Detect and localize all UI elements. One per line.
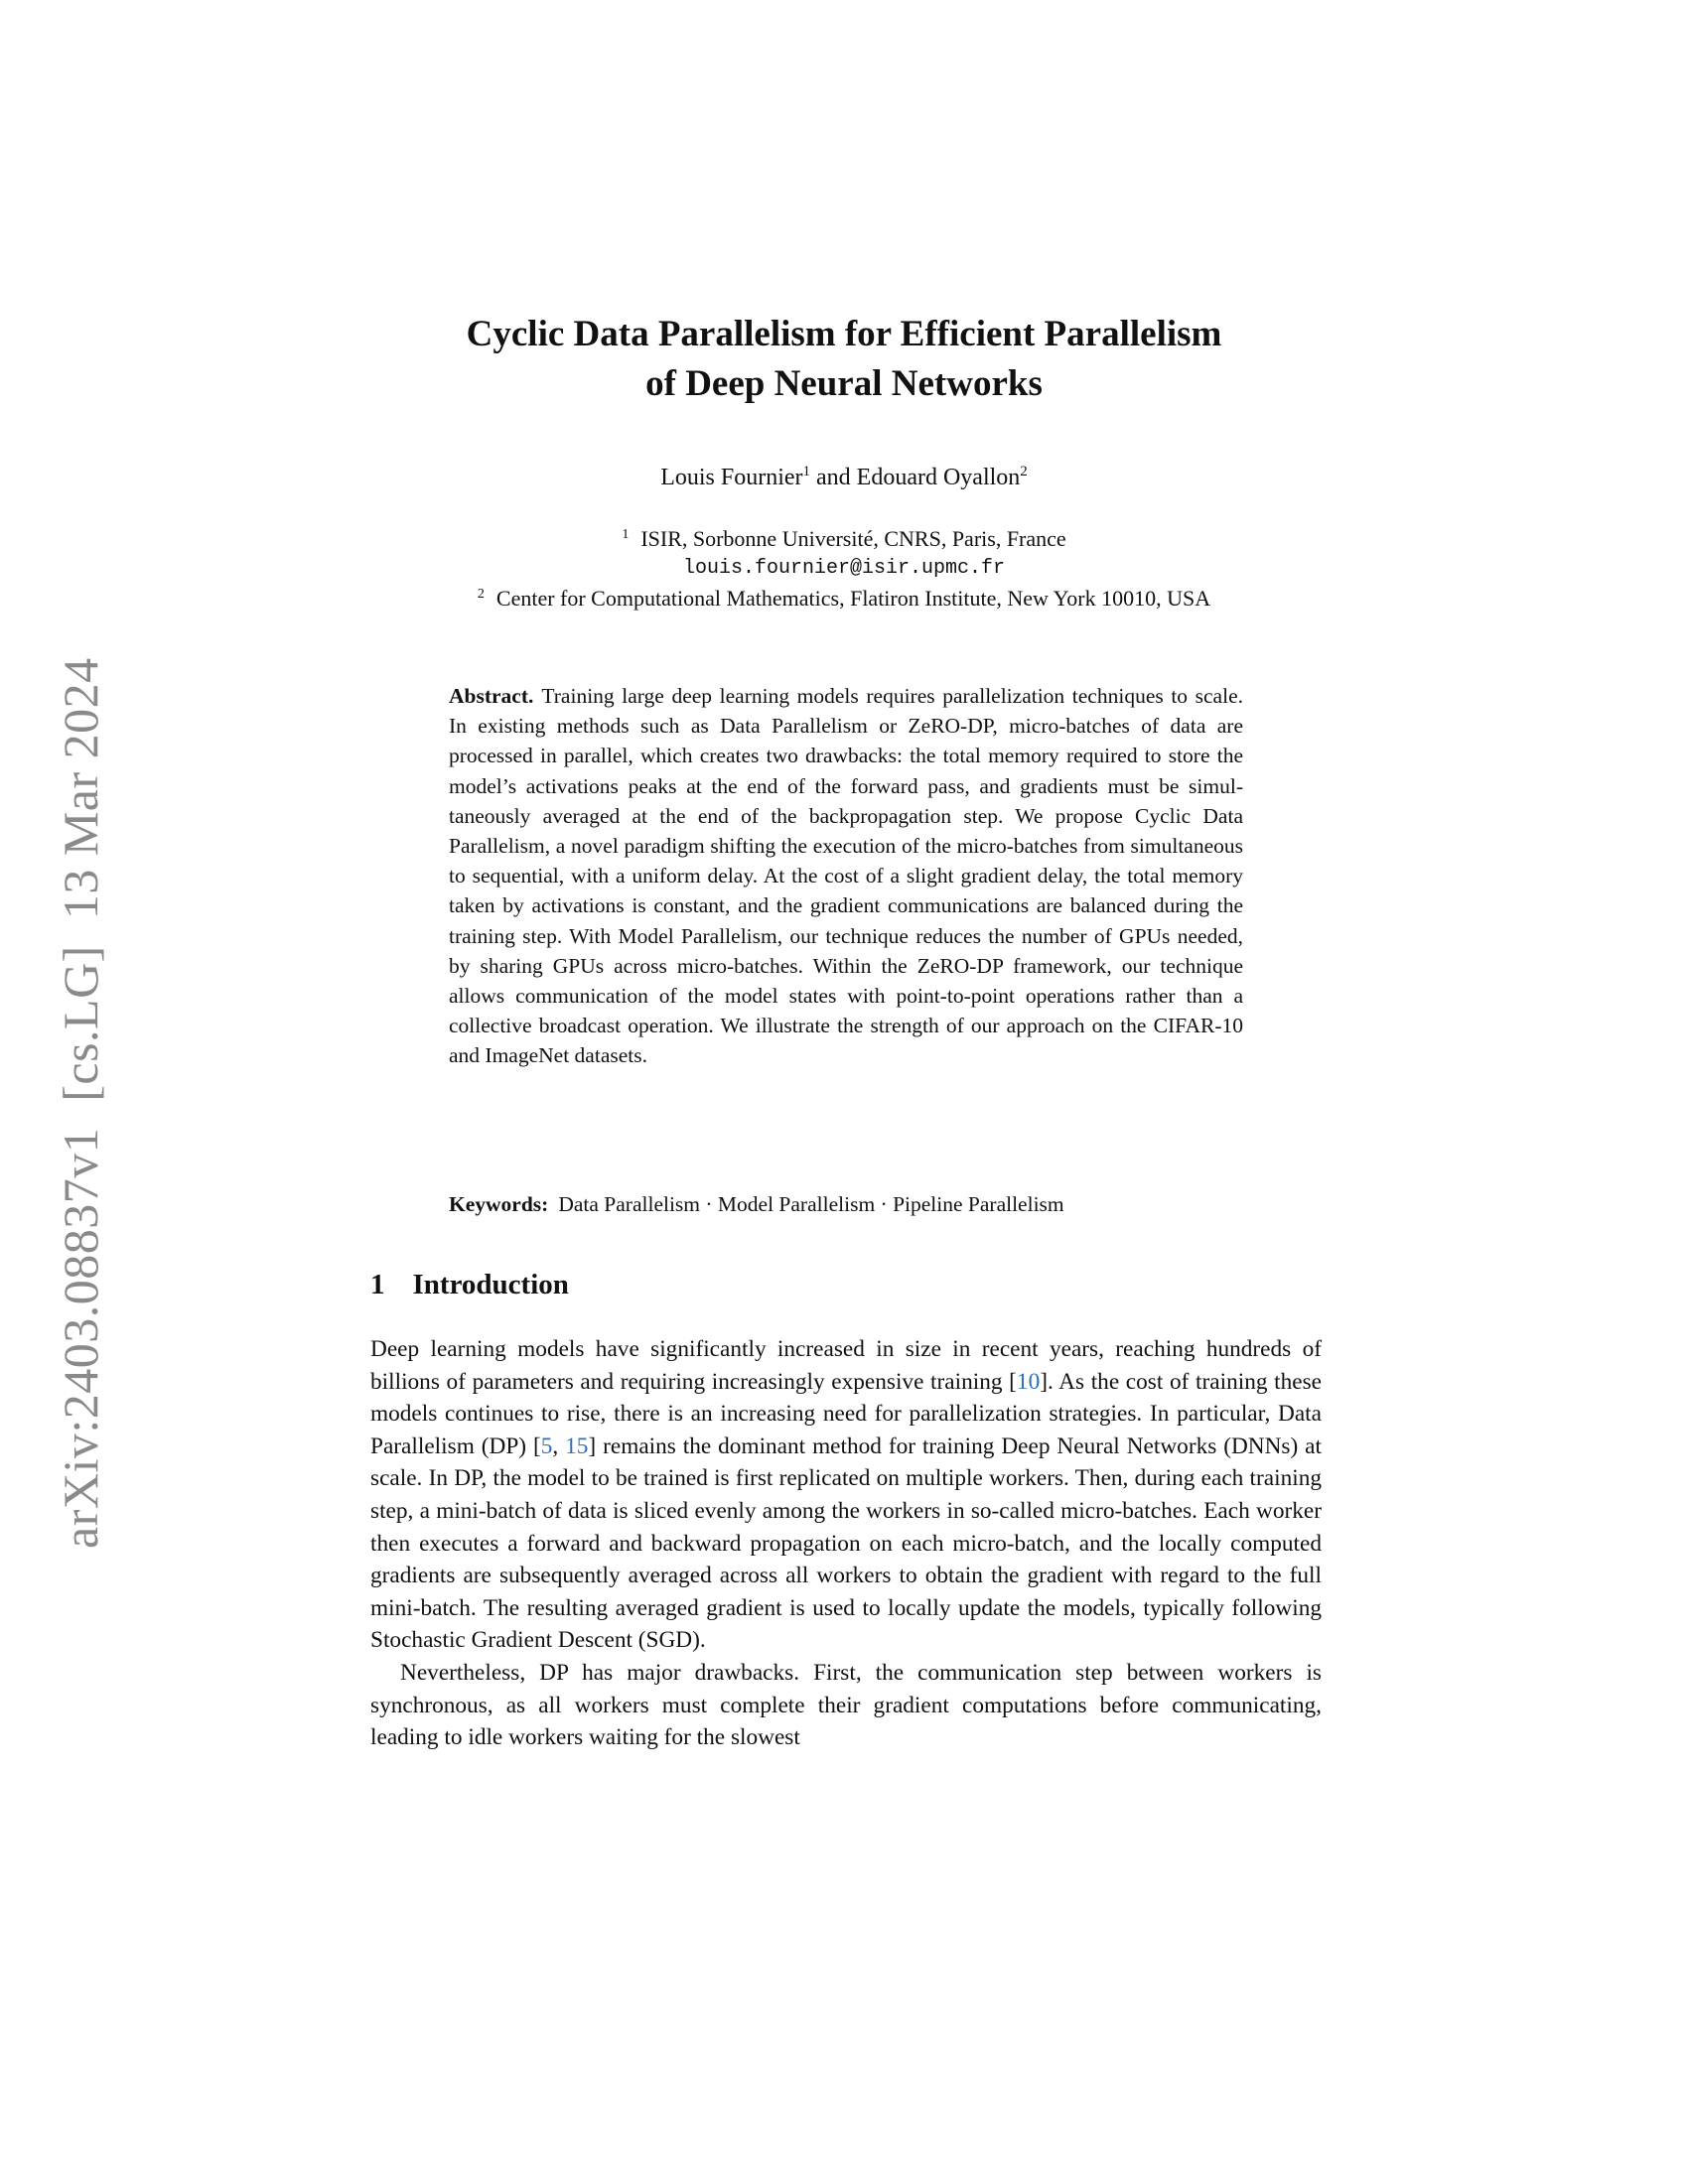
author-joiner: and <box>810 465 857 490</box>
section-title: Introduction <box>412 1269 569 1300</box>
author-list <box>367 463 1321 492</box>
arxiv-category: [cs.LG] <box>53 945 108 1102</box>
citation-link[interactable]: 10 <box>1016 1368 1041 1395</box>
author-name: Edouard Oyallon <box>856 465 1021 490</box>
affiliation-number: 2 <box>477 587 485 602</box>
author-email[interactable]: louis.fournier@isir.upmc.fr <box>682 557 1006 580</box>
keywords-label: Keywords: <box>449 1192 549 1216</box>
paragraph-2: Nevertheless, DP has major drawbacks. First, the communication step between workers is synchronous, as all workers must complete their gradient computations before communicating, leading to idle workers waiting for the slowest <box>370 1659 1322 1751</box>
affiliation-2 <box>328 584 1360 614</box>
affiliation-1 <box>328 524 1360 554</box>
keywords-text: Data Parallelism · Model Parallelism · Pipeline Parallelism <box>558 1192 1064 1216</box>
section-number: 1 <box>370 1269 385 1300</box>
text-run: ]. As the cost of training these models continues to rise, there is an increasing need for parallelization strategies. In particular, Data Parallelism (DP) [ <box>370 1368 1322 1459</box>
arxiv-id: arXiv:2403.08837v1 <box>53 1127 108 1549</box>
affiliation-text: ISIR, Sorbonne Université, CNRS, Paris, France <box>640 526 1066 551</box>
keywords <box>449 1189 1263 1219</box>
citation-link[interactable]: 5 <box>540 1433 553 1459</box>
author-affil-mark: 1 <box>802 464 811 479</box>
affiliation-text: Center for Computational Mathematics, Flatiron Institute, New York 10010, USA <box>495 586 1211 611</box>
author-name: Louis Fournier <box>660 465 803 490</box>
section-heading-introduction <box>370 1269 569 1301</box>
paper-title <box>367 310 1321 409</box>
title-line-2: of Deep Neural Networks <box>645 363 1043 404</box>
citation-link[interactable]: 15 <box>565 1433 589 1459</box>
text-run: ] remains the dominant method for training Deep Neural Networks (DNNs) at scale. In DP, the model to be trained is first replicated on multiple workers. Then, during each training step, a mini-batch of data is sliced evenly among the workers in so-called micro-batches. Each worker then executes a forward and backward propagation on each micro-batch, and the locally computed gradients are subsequently averaged across all workers to obtain the gradient with regard to the full mini-batch. The resulting averaged gradient is used to locally update the models, typically following Stochastic Gradient Descent (SGD). <box>370 1433 1322 1654</box>
title-line-1: Cyclic Data Parallelism for Efficient Parallelism <box>466 314 1222 354</box>
introduction-body <box>370 1333 1322 1754</box>
text-run: , <box>552 1433 566 1459</box>
affiliation-number: 1 <box>622 527 630 542</box>
author-affil-mark: 2 <box>1020 464 1028 479</box>
text-run: Deep learning models have significantly increased in size in recent years, reaching hundreds of billions of parameters and requiring increasingly expensive training [ <box>370 1336 1322 1395</box>
abstract <box>449 681 1243 1071</box>
arxiv-identifier-stamp <box>52 631 109 1549</box>
paragraph-1 <box>370 1333 1322 1657</box>
abstract-text: Training large deep learning models requires parallelization techniques to scale. In existing methods such as Data Parallelism or ZeRO-DP, micro-batches of data are processed in parallel, which creates two drawbacks: the total memory required to store the model’s activations peaks at the end of the forward pass, and gradients must be simultaneously averaged at the end of the backpropagation step. We propose Cyclic Data Parallelism, a novel paradigm shifting the execution of the micro-batches from simultaneous to sequential, with a uniform delay. At the cost of a slight gradient delay, the total memory taken by activations is constant, and the gradient communications are balanced during the training step. With Model Parallelism, our technique reduces the number of GPUs needed, by sharing GPUs across micro-batches. Within the ZeRO-DP framework, our technique allows communication of the model states with point-to-point operations rather than a collective broadcast operation. We illustrate the strength of our approach on the CIFAR-10 and ImageNet datasets. <box>449 684 1243 1068</box>
arxiv-date: 13 Mar 2024 <box>53 657 108 920</box>
affiliations <box>328 524 1360 614</box>
abstract-label: Abstract. <box>449 684 534 708</box>
